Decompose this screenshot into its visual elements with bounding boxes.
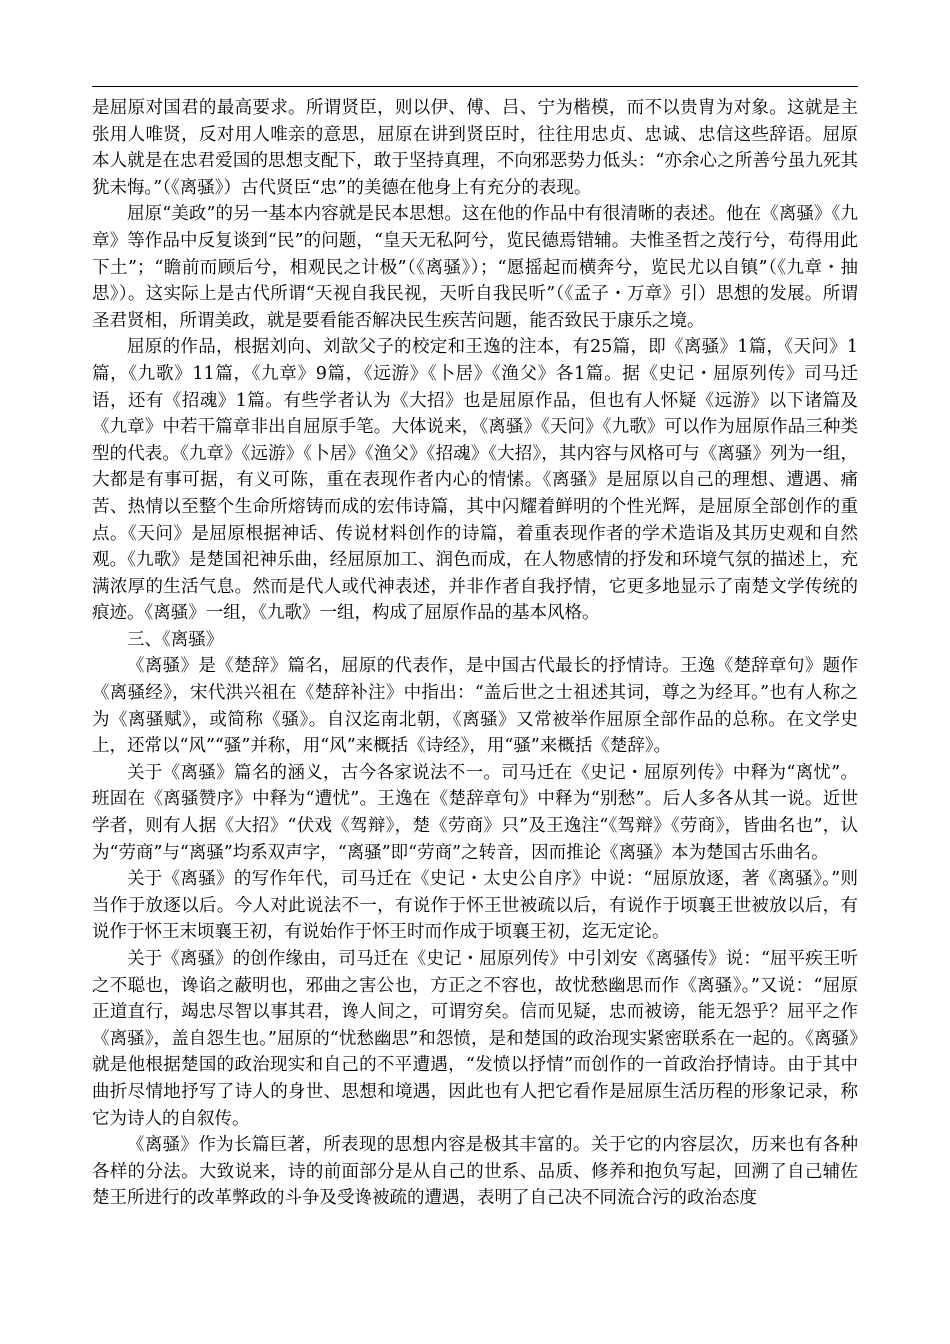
paragraph-5: 《离骚》是《楚辞》篇名，屈原的代表作，是中国古代最长的抒情诗。王逸《楚辞章句》题作《离骚经》，宋代洪兴祖在《楚辞补注》中指出：“盖后世之士祖述其词，尊之为经耳。”也有人称之为《离骚赋》，或简称《骚》。自汉迄南北朝，《离骚》又常被举作屈原全部作品的总称。在文学史上，还常以“风”“骚”并称，用“风”来概括《诗经》，用“骚”来概括《楚辞》。 xyxy=(92,656,858,757)
paragraph-6: 关于《离骚》篇名的涵义，古今各家说法不一。司马迁在《史记・屈原列传》中释为“离忧”。班固在《离骚赞序》中释为“遭忧”。王逸在《楚辞章句》中释为“别愁”。后人多各从其一说。近世学者，则有人据《大招》“伏戏《驾辩》，楚《劳商》只”及王逸注“《驾辩》《劳商》，皆曲名也”，认为“劳商”与“离骚”均系双声字，“离骚”即“劳商”之转音，因而推论《离骚》本为楚国古乐曲名。 xyxy=(92,762,858,863)
section-heading: 三、《离骚》 xyxy=(127,629,224,650)
paragraph-3: 屈原的作品，根据刘向、刘歆父子的校定和王逸的注本，有25篇，即《离骚》1篇，《天问》1篇，《九歌》11篇，《九章》9篇，《远游》《卜居》《渔父》各1篇。据《史记・屈原列传》司马迁语，还有《招魂》1篇。有些学者认为《大招》也是屈原作品，但也有人怀疑《远游》以下诸篇及《九章》中若干篇章非出自屈原手笔。大体说来，《离骚》《天问》《九歌》可以作为屈原作品三种类型的代表。《九章》《远游》《卜居》《渔父》《招魂》《大招》，其内容与风格可与《离骚》列为一组，大都是有事可据，有义可陈，重在表现作者内心的情愫。《离骚》是屈原以自己的理想、遭遇、痛苦、热情以至整个生命所熔铸而成的宏伟诗篇，其中闪耀着鲜明的个性光辉，是屈原全部创作的重点。《天问》是屈原根据神话、传说材料创作的诗篇，着重表现作者的学术造诣及其历史观和自然观。《九歌》是楚国祀神乐曲，经屈原加工、润色而成，在人物感情的抒发和环境气氛的描述上，充满浓厚的生活气息。然而是代人或代神表述，并非作者自我抒情，它更多地显示了南楚文学传统的痕迹。《离骚》一组，《九歌》一组，构成了屈原作品的基本风格。 xyxy=(92,337,858,624)
document-body xyxy=(92,95,858,1212)
paragraph-8: 关于《离骚》的创作缘由，司马迁在《史记・屈原列传》中引刘安《离骚传》说：“屈平疾王听之不聪也，谗谄之蔽明也，邪曲之害公也，方正之不容也，故忧愁幽思而作《离骚》。”又说：“屈原正道直行，竭忠尽智以事其君，谗人间之，可谓穷矣。信而见疑，忠而被谤，能无怨乎？屈平之作《离骚》，盖自怨生也。”屈原的“忧愁幽思”和怨愤，是和楚国的政治现实紧密联系在一起的。《离骚》就是他根据楚国的政治现实和自己的不平遭遇，“发愤以抒情”而创作的一首政治抒情诗。由于其中曲折尽情地抒写了诗人的身世、思想和境遇，因此也有人把它看作是屈原生活历程的形象记录，称它为诗人的自叙传。 xyxy=(92,949,858,1129)
paragraph-2: 屈原“美政”的另一基本内容就是民本思想。这在他的作品中有很清晰的表述。他在《离骚》《九章》等作品中反复谈到“民”的问题，“皇天无私阿兮，览民德焉错辅。夫惟圣哲之茂行兮，苟得用此下土”；“瞻前而顾后兮，相观民之计极”（《离骚》）；“愿摇起而横奔兮，览民尤以自镇”（《九章・抽思》）。这实际上是古代所谓“天视自我民视，天听自我民听”（《孟子・万章》引）思想的发展。所谓圣君贤相，所谓美政，就是要看能否解决民生疾苦问题，能否致民于康乐之境。 xyxy=(92,204,858,331)
header-rule xyxy=(92,86,858,87)
paragraph-1: 是屈原对国君的最高要求。所谓贤臣，则以伊、傅、吕、宁为楷模，而不以贵胄为对象。这就是主张用人唯贤，反对用人唯亲的意思，屈原在讲到贤臣时，往往用忠贞、忠诚、忠信这些辞语。屈原本人就是在忠君爱国的思想支配下，敢于坚持真理，不向邪恶势力低头：“亦余心之所善兮虽九死其犹未悔。”（《离骚》）古代贤臣“忠”的美德在他身上有充分的表现。 xyxy=(92,98,858,198)
paragraph-9: 《离骚》作为长篇巨著，所表现的思想内容是极其丰富的。关于它的内容层次，历来也有各种各样的分法。大致说来，诗的前面部分是从自己的世系、品质、修养和抱负写起，回溯了自己辅佐楚王所进行的改革弊政的斗争及受谗被疏的遭遇，表明了自己决不同流合污的政治态度 xyxy=(92,1135,858,1209)
paragraph-7: 关于《离骚》的写作年代，司马迁在《史记・太史公自序》中说：“屈原放逐，著《离骚》。”则当作于放逐以后。今人对此说法不一，有说作于怀王世被疏以后，有说作于顷襄王世被放以后，有说作于怀王末顷襄王初，有说始作于怀王时而作成于顷襄王初，迄无定论。 xyxy=(92,869,858,943)
